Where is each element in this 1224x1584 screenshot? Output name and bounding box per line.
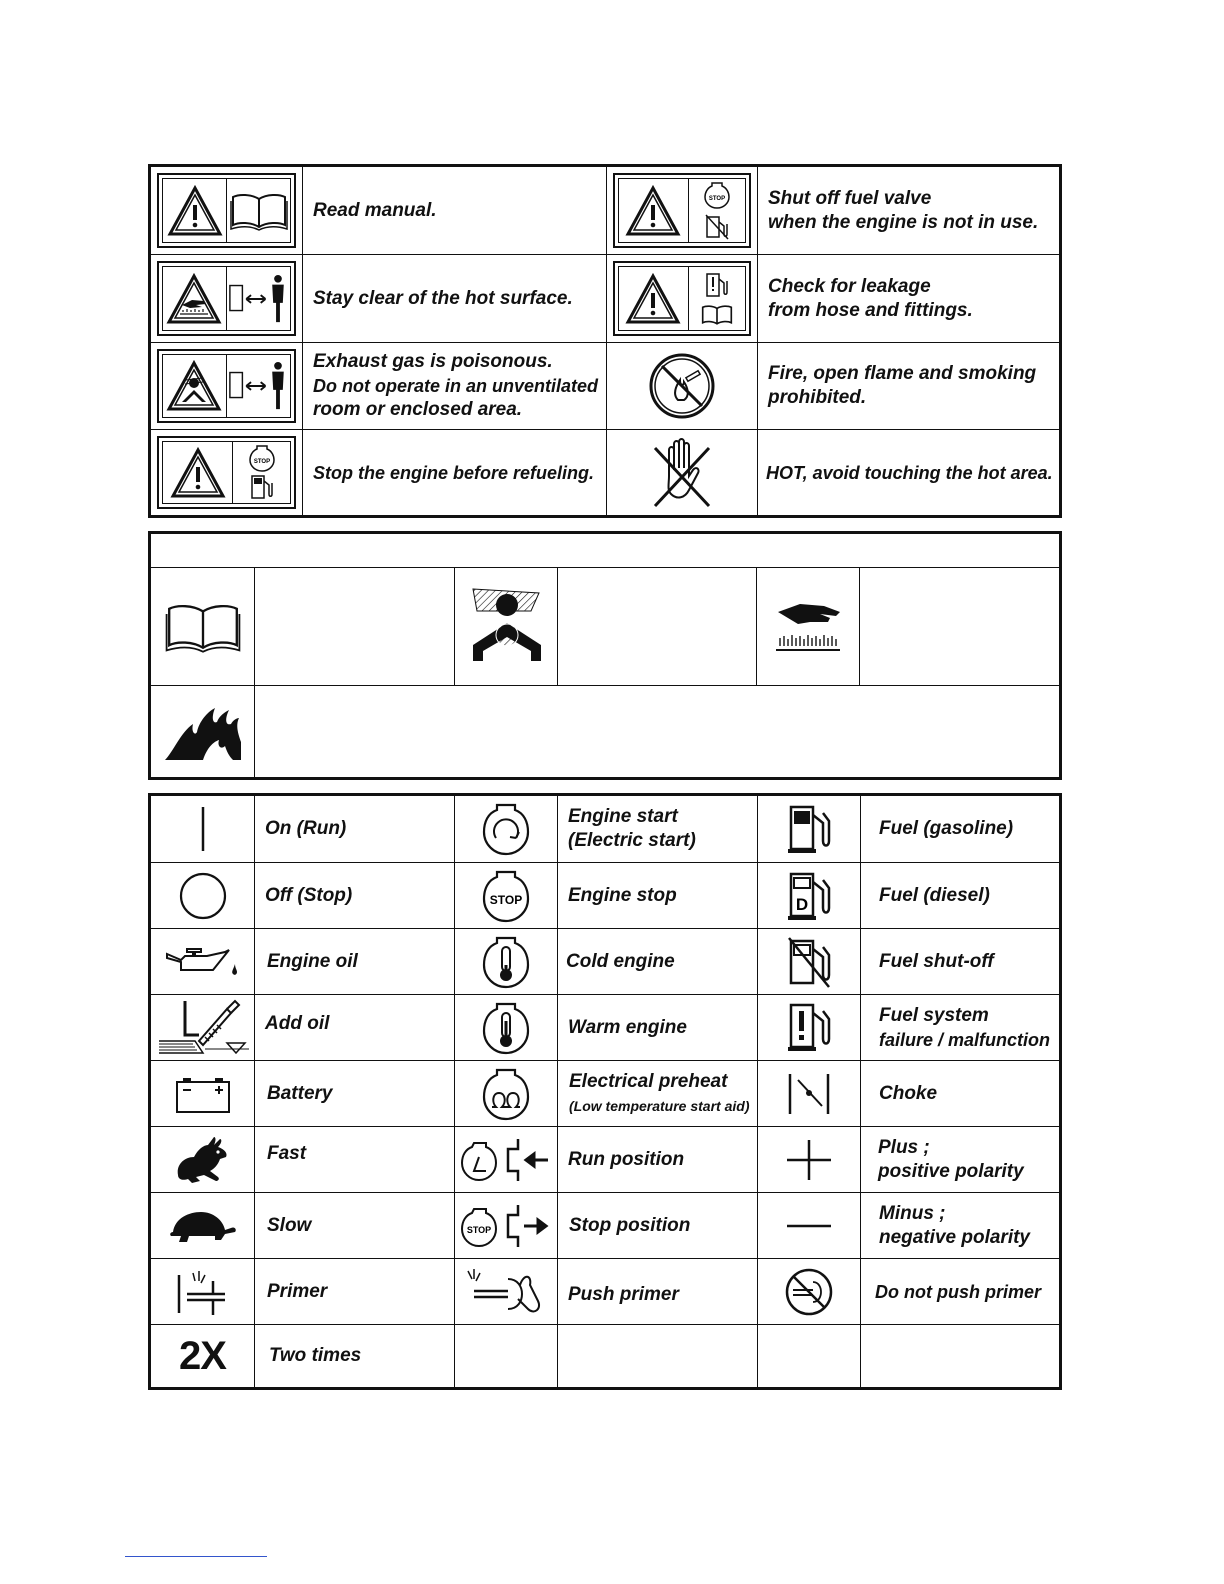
engine-oil-icon <box>163 942 243 982</box>
label-text-cell <box>303 430 606 515</box>
symbol-label: Choke <box>879 1082 938 1104</box>
electrical-preheat-icon <box>482 1067 530 1121</box>
symbol-label: Do not push primer <box>875 1281 1041 1302</box>
symbol-label: Engine start <box>568 806 678 827</box>
two-times-icon: 2X <box>179 1333 226 1378</box>
stop-engine-icon <box>704 181 730 209</box>
manual-book-icon <box>164 599 242 655</box>
symbol-label: Slow <box>267 1214 312 1236</box>
symbol-label: Fast <box>267 1143 307 1165</box>
symbol-label: Stop position <box>569 1214 691 1236</box>
keep-distance-icon <box>227 271 291 327</box>
label-hot-surface <box>151 255 302 342</box>
cold-engine-icon <box>482 935 530 989</box>
manual-book-icon <box>700 304 734 326</box>
label-line: when the engine is not in use. <box>768 211 1039 233</box>
symbol-label: Cold engine <box>566 950 675 972</box>
symbol-label: Plus ; <box>878 1136 930 1158</box>
hot-surface-warning-icon <box>166 273 222 325</box>
hazard-cell <box>757 568 859 685</box>
fuel-shutoff-icon <box>704 212 730 240</box>
on-run-icon <box>193 804 213 854</box>
label-text-cell <box>758 430 1059 515</box>
hot-surface-icon <box>770 592 846 662</box>
symbol-label: Engine oil <box>267 950 358 972</box>
label-no-fire <box>607 343 757 429</box>
symbol-label: negative polarity <box>879 1226 1030 1248</box>
toxic-gas-icon <box>469 581 543 673</box>
choke-icon <box>784 1070 834 1118</box>
symbol-label: positive polarity <box>878 1160 1024 1182</box>
fuel-gasoline-icon <box>785 803 833 855</box>
stop-text: STOP <box>489 892 523 907</box>
hazard-cell <box>151 686 254 777</box>
label-text-cell <box>758 255 1059 342</box>
symbol-label: On (Run) <box>265 818 347 839</box>
label-line: Do not operate in an unventilated <box>313 376 599 396</box>
footer-link-underline <box>125 1556 267 1557</box>
label-stop-refuel <box>151 430 302 515</box>
fuel-shutoff-icon <box>785 935 833 989</box>
stop-engine-icon <box>249 444 275 472</box>
run-position-icon <box>460 1135 552 1185</box>
symbol-label: Add oil <box>265 1013 330 1035</box>
warning-triangle-icon <box>625 185 681 237</box>
symbol-label: Primer <box>267 1280 328 1302</box>
no-fire-icon <box>648 352 716 420</box>
label-line: Stay clear of the hot surface. <box>313 287 573 309</box>
symbol-label: Off (Stop) <box>265 884 353 906</box>
fuel-system-failure-icon <box>785 1001 833 1055</box>
engine-stop-icon <box>482 869 530 923</box>
keep-distance-icon <box>227 358 291 414</box>
symbol-table <box>148 793 1062 1390</box>
warning-triangle-icon <box>625 273 681 325</box>
symbol-label: Electrical preheat <box>569 1070 728 1092</box>
symbol-label: Minus ; <box>879 1202 946 1224</box>
svg-text:D: D <box>795 894 809 914</box>
warning-triangle-icon <box>167 185 223 237</box>
label-no-touch <box>607 430 757 515</box>
symbol-label: Fuel (gasoline) <box>879 818 1014 839</box>
label-text-cell <box>303 255 606 342</box>
hazard-icon-table <box>148 531 1062 780</box>
symbol-label: (Low temperature start aid) <box>569 1097 750 1114</box>
primer-icon <box>173 1267 233 1317</box>
symbol-label: Fuel (diesel) <box>879 884 990 906</box>
do-not-push-primer-icon <box>783 1266 835 1318</box>
label-line: Check for leakage <box>768 275 931 297</box>
label-line: from hose and fittings. <box>768 299 973 321</box>
toxic-gas-warning-icon <box>166 360 222 412</box>
symbol-label: Two times <box>269 1345 362 1366</box>
stop-text: STOP <box>708 196 725 203</box>
hazard-cell <box>455 568 557 685</box>
symbol-label: failure / malfunction <box>879 1029 1051 1050</box>
label-line: Exhaust gas is poisonous. <box>313 351 553 372</box>
push-primer-icon <box>462 1265 550 1319</box>
off-stop-icon <box>177 870 229 922</box>
slow-turtle-icon <box>167 1206 239 1246</box>
label-line: room or enclosed area. <box>313 399 523 420</box>
plus-icon <box>785 1136 833 1184</box>
symbol-label: Fuel shut-off <box>879 950 994 972</box>
label-line: prohibited. <box>768 387 867 408</box>
manual-book-icon <box>229 191 289 231</box>
label-line: Shut off fuel valve <box>768 187 932 209</box>
symbol-label: Engine stop <box>568 884 677 906</box>
stop-text: STOP <box>253 458 270 465</box>
warning-triangle-icon <box>170 447 226 499</box>
no-touch-hand-icon <box>647 436 717 510</box>
label-shut-off-fuel <box>607 167 757 254</box>
label-text-cell <box>303 167 606 254</box>
label-line: Stop the engine before refueling. <box>313 462 595 483</box>
symbol-label: Fuel system <box>879 1004 989 1026</box>
label-text-cell <box>758 167 1059 254</box>
hazard-cell <box>151 568 254 685</box>
fuel-failure-icon <box>704 271 730 299</box>
label-line: Fire, open flame and smoking <box>768 363 1037 384</box>
engine-start-icon <box>482 802 530 856</box>
fuel-pump-icon <box>249 473 275 501</box>
symbol-label: Battery <box>267 1082 333 1104</box>
warm-engine-icon <box>482 1001 530 1055</box>
label-exhaust-gas <box>151 343 302 429</box>
stop-text: STOP <box>466 1224 492 1235</box>
symbol-label: (Electric start) <box>568 830 696 851</box>
battery-icon <box>173 1074 233 1114</box>
add-oil-icon <box>155 997 251 1059</box>
stop-position-icon <box>460 1201 552 1251</box>
label-line: HOT, avoid touching the hot area. <box>766 462 1053 483</box>
label-text-cell <box>758 343 1059 429</box>
fuel-diesel-icon <box>785 870 833 922</box>
symbol-label: Run position <box>568 1148 685 1170</box>
symbol-label: Warm engine <box>568 1016 687 1038</box>
label-text-cell <box>303 343 606 429</box>
minus-icon <box>785 1216 833 1236</box>
label-line: Read manual. <box>313 199 437 221</box>
label-check-leakage <box>607 255 757 342</box>
fast-rabbit-icon <box>174 1135 232 1185</box>
fire-icon <box>163 702 243 762</box>
label-read-manual <box>151 167 302 254</box>
symbol-label: Push primer <box>568 1283 679 1305</box>
safety-label-table <box>148 164 1062 518</box>
